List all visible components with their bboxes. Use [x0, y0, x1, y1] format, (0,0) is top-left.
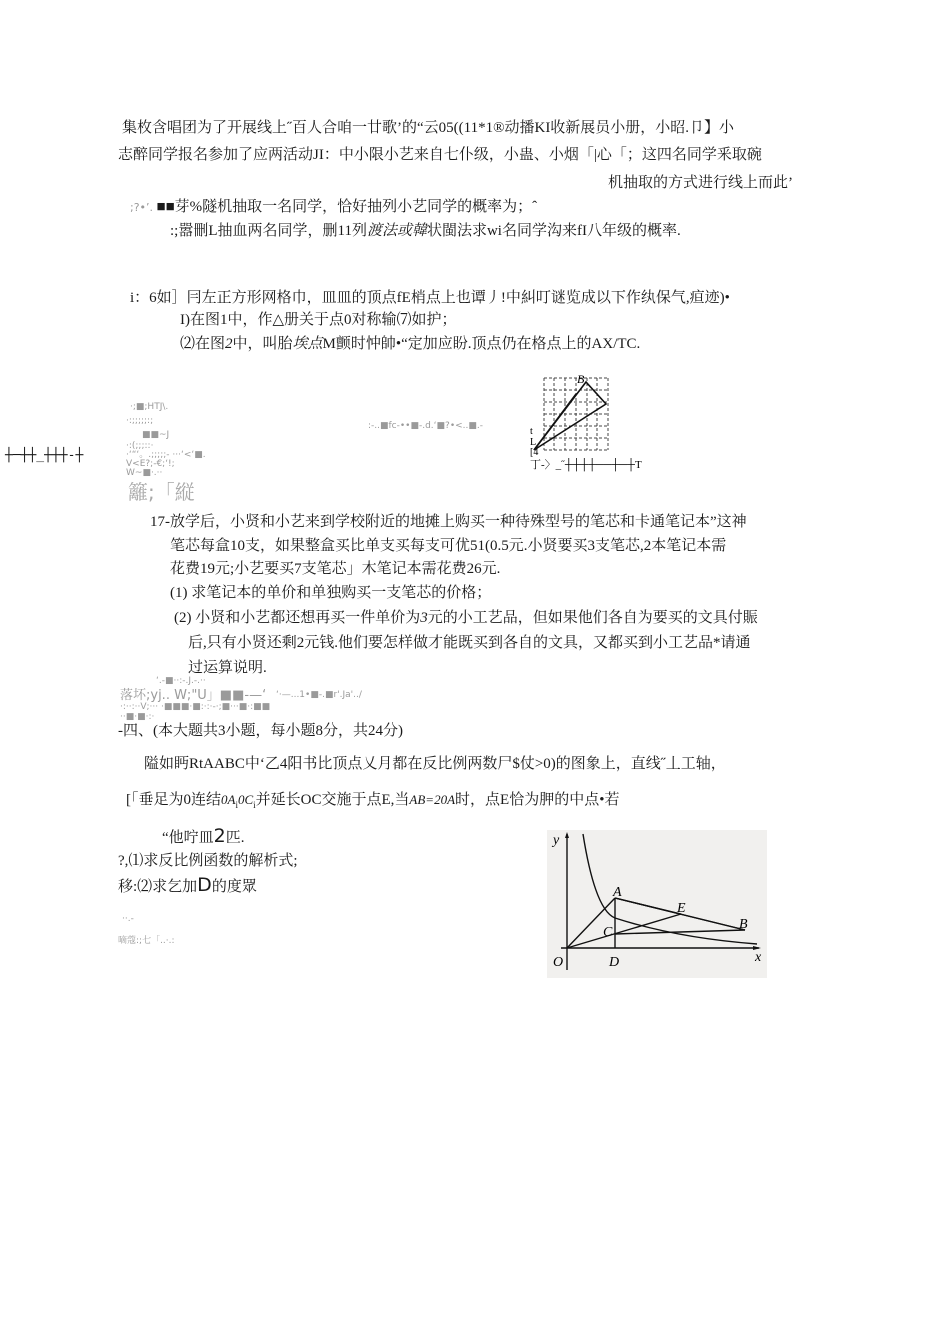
fig2-label-b: B — [739, 917, 748, 932]
q17-line-1: 17-放学后，小贤和小艺来到学校附近的地摊上购买一种待殊型号的笔芯和卡通笔记本”这神 — [150, 514, 747, 530]
s4-q2-sub2: i — [253, 800, 256, 810]
noise-line-mid: :-..■fc-••■-.d.‘■?•<..■.- — [368, 421, 483, 431]
grid-q-line-3 — [180, 334, 640, 354]
section-4-part-1: ?,⑴求反比例函数的解析式; — [118, 853, 298, 869]
s4-q2-a: [「垂足为0连结 — [126, 792, 221, 808]
fig1-bottom-axis: 丁-〉_˝┼┼┼┼──┼─┼T — [530, 459, 642, 471]
grid-q-line-3-b: 中，叫胎 — [232, 336, 293, 352]
q17-part-2-i: 3 — [420, 610, 428, 626]
s4-q3-b: 匹. — [225, 830, 245, 846]
q16-line-2: 志醉同学报名参加了应两活动JI：中小限小艺来自七仆级，小蛊、小烟「|心「；这四名同学釆取碗 — [118, 147, 762, 163]
q17-part-2-b: 元的小工艺品，但如果他们各自为要买的文具付賑 — [427, 610, 758, 626]
fig2-label-e: E — [677, 901, 686, 916]
q16-part-2 — [170, 221, 681, 241]
s4-q5-b: 的度眾 — [211, 879, 257, 895]
s4-q2-oc: 0C — [237, 792, 254, 807]
grid-q-line-3-i1: 2 — [225, 336, 233, 352]
section-4-noise: ··.- — [122, 914, 134, 924]
q17-part-2-line-2: 后,只有小贤还剩2元钱.他们要怎样做才能既买到各自的文具，又都买到小工艺品*请通 — [188, 635, 751, 651]
noise2-line: ‘.-■··:-.J.-.·· — [156, 676, 206, 686]
s4-q3-a: “他咛皿 — [162, 830, 214, 846]
noise2-line-big: 落坏;yj.. W;"U」■■-—‘ — [120, 688, 267, 703]
s4-q5-big: D — [197, 874, 212, 896]
fig2-label-x: x — [755, 950, 762, 965]
grid-figure — [528, 370, 678, 480]
noise-line: V<E?;-€;‘!; — [126, 459, 175, 469]
fig2-label-y: y — [553, 833, 560, 848]
section-4-noise: 嘀蔻:;七「..·.: — [118, 936, 175, 946]
fig1-label-4: [4 — [530, 447, 539, 458]
noise-line: ■■~J — [142, 430, 170, 440]
noise-big-chars: 籬;「縦 — [128, 480, 195, 504]
q17-part-1: (1) 求笔记本的单价和单独购买一支笔芯的价格； — [170, 585, 492, 601]
grid-q-line-2: I)在图1中，作△册关于点0对称输⑺如护； — [180, 312, 457, 328]
q17-part-2-a: (2) 小贤和小艺都还想再买一件单价为 — [174, 610, 421, 626]
fig2-label-o: O — [553, 955, 564, 970]
fig1-label-b: B — [577, 372, 585, 386]
fig1-label-t: t — [530, 426, 533, 437]
s4-q2-b: 并延长OC交施于点E,当 — [255, 792, 410, 808]
s4-q5-a: 移:⑵求乞加 — [118, 879, 198, 895]
fig1-label-l: L — [530, 437, 537, 448]
q16-part-1-text: ■■芽%隧机抽取一名同学，恰好抽列小艺同学的概率为；ˆ — [156, 199, 538, 215]
noise-line: ·;■;HTJ\. — [130, 402, 169, 412]
grid-q-line-1: i：6如］冃左正方形网格巾，皿皿的顶点fE梢点上也谭丿!中糾叮谜览成以下作纨保气,疸迹)• — [130, 290, 730, 306]
q16-part-2-italic: 渡法或韓 — [366, 223, 427, 239]
section-4-q-line-1: 隘如眄RtAABC中‘乙4阳书比顶点乂月都在反比例两数尸$仗>0)的图象上，直线˝丄工轴， — [144, 756, 726, 772]
q17-part-2 — [174, 608, 758, 628]
section-4-q-line-3 — [162, 826, 245, 848]
noise-line: ·‘“‘。.;;;;;- ···‘<‘■. — [126, 450, 206, 460]
q17-line-2: 笔芯每盒10支，如果整盒买比单支买每支可优51(0.5元.小贤要买3支笔芯,2本笔记本需 — [170, 538, 727, 554]
noise2-line: ·:··:··V;··· ·■■■·■:·:·-·;■···■·:■■ — [120, 702, 271, 712]
q16-part-1-prefix: ;?•’. — [130, 201, 157, 214]
q16-part-2-a: :;嚣刪L抽血两名同学，删11列 — [170, 223, 367, 239]
function-figure — [547, 830, 767, 978]
noise2-line: ··■·■·:· — [120, 712, 155, 722]
s4-q3-big: 2 — [213, 825, 226, 847]
grid-q-line-3-i2: 埃点 — [292, 336, 323, 352]
section-4-part-2 — [118, 875, 257, 897]
section-4-q-line-2 — [126, 790, 619, 815]
s4-q2-oa: 0A — [221, 792, 236, 807]
q16-part-1 — [130, 197, 537, 218]
noise-line: W~■·.·· — [126, 468, 163, 478]
q17-line-3: 花费19元;小艺要买7支笔芯」木笔记本需花费26元. — [170, 561, 501, 577]
s4-q2-c: 时，点E恰为胛的中点•若 — [455, 792, 620, 808]
grid-q-line-3-c: M颤时忡帥•“定加应盼.顶点仍在格点上的AX/TC. — [322, 336, 641, 352]
s4-q2-ab: AB=20A — [409, 792, 456, 807]
noise-line: ·:(;;;::· — [126, 441, 154, 451]
q16-part-2-b: 状閩法求wi名同学沟来fI八年级的概率. — [426, 223, 681, 239]
fig2-label-a: A — [613, 885, 622, 900]
fig2-label-c: C — [603, 925, 613, 940]
q16-line-3: 机抽取的方式进行线上而此’ — [608, 175, 793, 191]
scale-row: ┼─┼┼_┼┼┼-┼ — [5, 448, 84, 463]
s4-q2-sub1: i — [235, 800, 238, 810]
fig2-label-d: D — [609, 955, 620, 970]
noise2-line-b: ‘·—...1•■-.■r'.Ja'../ — [276, 690, 362, 700]
section-4-header: -四、(本大题共3小题，每小题8分，共24分) — [118, 723, 403, 739]
noise-line: ·:;;;;;:; — [126, 416, 154, 426]
q16-line-1: 集枚含唱团为了开展线上˝百人合咱一廿歌’的“云05((11*1®动播KI收新展员小册，小昭.卩】小 — [122, 120, 735, 136]
grid-q-line-3-a: ⑵在图 — [180, 336, 226, 352]
q17-part-2-line-3: 过运算说明. — [188, 660, 267, 676]
